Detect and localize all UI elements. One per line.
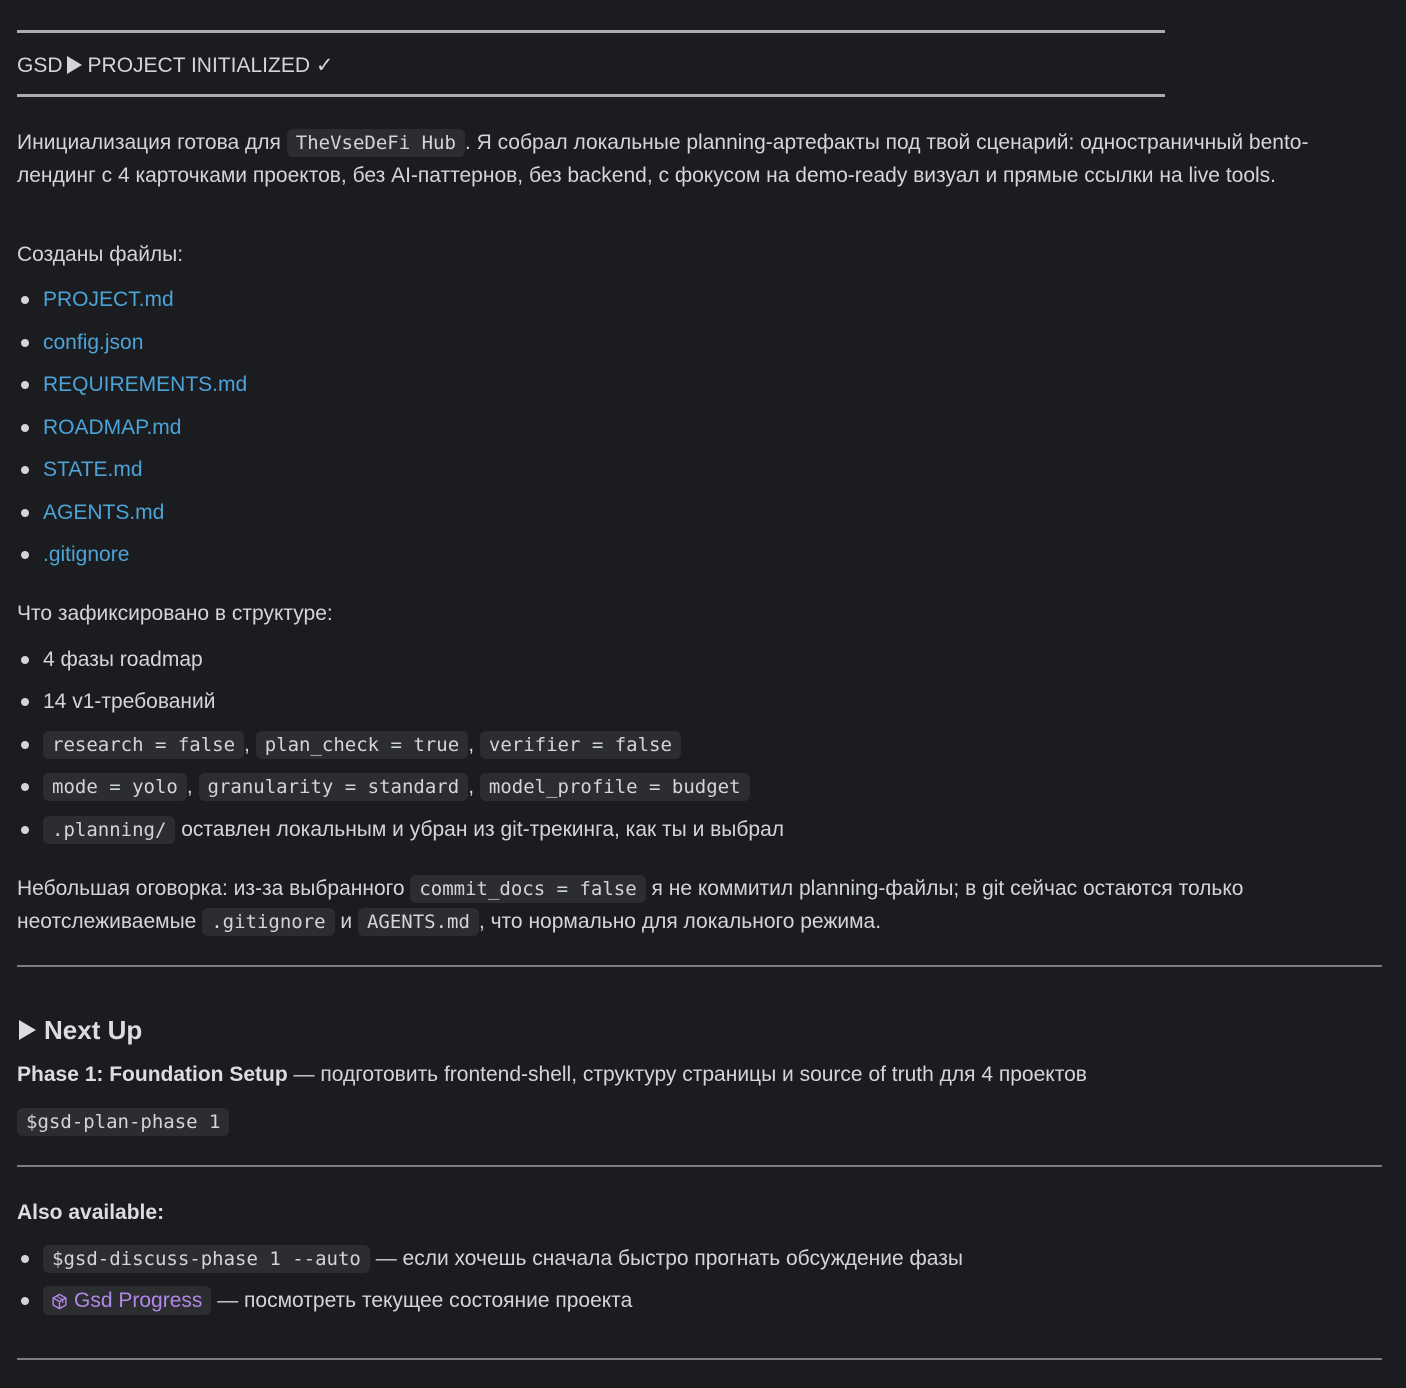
project-name-code: TheVseDeFi Hub <box>287 129 465 157</box>
code-agents: AGENTS.md <box>358 908 479 936</box>
bullet-icon <box>21 339 29 347</box>
phase-description: — подготовить frontend-shell, структуру страницы и source of truth для 4 проектов <box>287 1063 1087 1086</box>
separator: , <box>186 775 193 798</box>
bullet-icon <box>21 296 29 304</box>
bullet-icon <box>21 698 29 706</box>
divider <box>17 1165 1382 1167</box>
command-discuss-phase[interactable]: $gsd-discuss-phase 1 --auto <box>43 1245 370 1273</box>
bullet-icon <box>21 466 29 474</box>
banner-prefix: GSD <box>17 54 63 77</box>
structure-heading: Что зафиксировано в структуре: <box>17 602 333 625</box>
code-commit-docs: commit_docs = false <box>410 875 645 903</box>
note-text-and: и <box>334 909 358 933</box>
code-plan-check: plan_check = true <box>256 731 468 759</box>
structure-item-planning <box>43 814 784 846</box>
gsd-progress-label: Gsd Progress <box>74 1289 203 1312</box>
bullet-icon <box>21 509 29 517</box>
structure-item-flags <box>43 729 681 761</box>
note-text-middle: я не коммитил planning-файлы; в git сейчас остаются только неотслеживаемые <box>17 877 1244 933</box>
separator: , <box>468 733 475 756</box>
bullet-icon <box>21 1297 29 1305</box>
code-planning-dir: .planning/ <box>43 816 175 844</box>
file-link-project[interactable]: PROJECT.md <box>43 288 174 311</box>
bullet-icon <box>21 826 29 834</box>
structure-item-requirements: 14 v1-требований <box>43 690 216 713</box>
code-granularity: granularity = standard <box>199 773 469 801</box>
bullet-icon <box>21 741 29 749</box>
separator: , <box>244 733 250 756</box>
file-link-requirements[interactable]: REQUIREMENTS.md <box>43 373 248 396</box>
code-model-profile: model_profile = budget <box>480 773 750 801</box>
play-icon <box>67 56 82 74</box>
file-link-gitignore[interactable]: .gitignore <box>43 543 130 566</box>
code-research: research = false <box>43 731 244 759</box>
file-link-agents[interactable]: AGENTS.md <box>43 501 165 524</box>
files-heading: Созданы файлы: <box>17 243 184 266</box>
also-item-discuss <box>43 1243 963 1275</box>
banner-top-rule <box>17 30 1165 33</box>
also-heading: Also available: <box>17 1201 165 1224</box>
progress-description: — посмотреть текущее состояние проекта <box>211 1289 633 1312</box>
structure-item-modes <box>43 771 750 803</box>
bullet-icon <box>21 1255 29 1263</box>
banner-title <box>17 50 333 82</box>
command-plan-phase[interactable]: $gsd-plan-phase 1 <box>17 1108 229 1136</box>
discuss-description: — если хочешь сначала быстро прогнать обсуждение фазы <box>369 1247 963 1270</box>
divider <box>17 1358 1382 1360</box>
bullet-icon <box>21 424 29 432</box>
intro-text-before: Инициализация готова для <box>17 131 287 154</box>
next-up-heading <box>17 1012 142 1048</box>
gsd-progress-pill[interactable] <box>43 1286 211 1315</box>
note-paragraph <box>17 873 1382 938</box>
note-text-before: Небольшая оговорка: из-за выбранного <box>17 877 411 900</box>
intro-text-after: . Я собрал локальные planning-артефакты под твой сценарий: одностраничный bento-лендинг с 4 карточками проектов, без AI-паттернов, без backend, с фокусом на demo-ready визуал и прямые ссылки на live tools. <box>17 131 1309 187</box>
command-line <box>17 1106 229 1138</box>
phase-line <box>17 1059 1087 1091</box>
intro-paragraph <box>17 127 1382 192</box>
code-gitignore: .gitignore <box>202 908 334 936</box>
banner-bottom-rule <box>17 94 1165 97</box>
bullet-icon <box>21 551 29 559</box>
cube-icon <box>51 1293 68 1310</box>
bullet-icon <box>21 381 29 389</box>
divider <box>17 965 1382 967</box>
planning-text: оставлен локальным и убран из git-трекинга, как ты и выбрал <box>175 818 785 841</box>
next-up-title: Next Up <box>44 1015 143 1045</box>
bullet-icon <box>21 656 29 664</box>
code-mode: mode = yolo <box>43 773 187 801</box>
also-item-progress <box>43 1285 632 1317</box>
file-link-state[interactable]: STATE.md <box>43 458 143 481</box>
separator: , <box>468 775 475 798</box>
play-icon <box>19 1020 36 1040</box>
file-link-config[interactable]: config.json <box>43 331 144 354</box>
note-text-after: , что нормально для локального режима. <box>478 909 882 933</box>
structure-item-phases: 4 фазы roadmap <box>43 648 203 671</box>
banner-text: PROJECT INITIALIZED ✓ <box>87 54 334 77</box>
file-link-roadmap[interactable]: ROADMAP.md <box>43 416 182 439</box>
bullet-icon <box>21 783 29 791</box>
phase-title: Phase 1: Foundation Setup <box>17 1063 288 1086</box>
code-verifier: verifier = false <box>480 731 681 759</box>
